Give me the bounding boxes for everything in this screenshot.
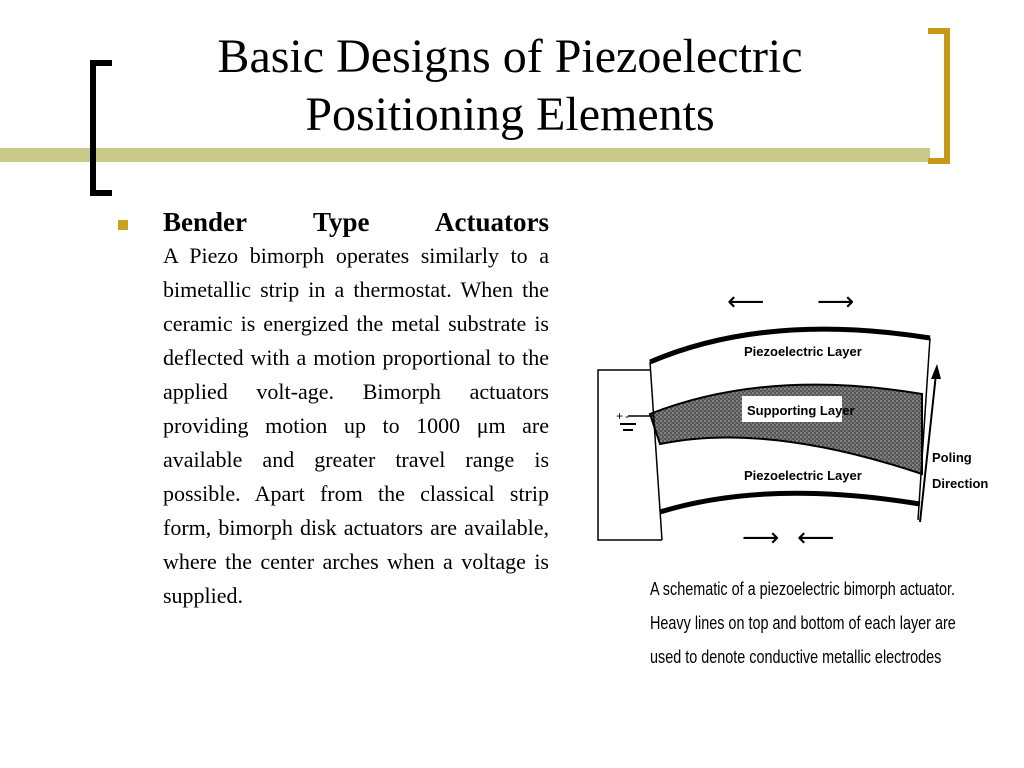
poling-label-2: Direction xyxy=(932,476,989,491)
bullet-icon xyxy=(118,220,128,230)
top-layer-label: Piezoelectric Layer xyxy=(744,344,862,359)
caption-line-3: used to denote conductive metallic electrodes xyxy=(650,647,942,667)
battery-minus: - xyxy=(625,409,629,423)
battery-plus: + xyxy=(616,409,624,423)
right-bracket-decoration xyxy=(928,28,950,164)
supporting-layer-label: Supporting Layer xyxy=(747,403,855,418)
title-line-1: Basic Designs of Piezoelectric xyxy=(217,30,803,83)
left-bracket-decoration xyxy=(90,60,112,196)
bimorph-schematic xyxy=(592,284,992,568)
title-underline-bar xyxy=(0,148,930,162)
arrow-right-bottom: ⟶ xyxy=(742,523,780,553)
arrow-right-top: ⟶ xyxy=(817,287,855,317)
title-line-2: Positioning Elements xyxy=(305,88,715,141)
arrow-left-bottom: ⟵ xyxy=(797,523,835,553)
poling-label-1: Poling xyxy=(932,450,972,465)
bottom-layer-label: Piezoelectric Layer xyxy=(744,468,862,483)
section-heading: Bender Type Actuators xyxy=(163,207,549,237)
figure-caption xyxy=(650,572,956,674)
poling-arrowhead xyxy=(931,364,941,379)
caption-line-1: A schematic of a piezoelectric bimorph actuator. xyxy=(650,579,955,599)
arrow-left-top: ⟵ xyxy=(727,287,765,317)
left-edge xyxy=(650,362,662,540)
caption-line-2: Heavy lines on top and bottom of each layer are xyxy=(650,613,956,633)
body-text xyxy=(163,205,549,613)
slide-title xyxy=(120,28,900,144)
bottom-electrode xyxy=(660,493,920,512)
body-paragraph: A Piezo bimorph operates similarly to a bimetallic strip in a thermostat. When the ceramic is energized the metal substrate is deflected with a motion proportional to the applied volt-age. Bimorph actuators providing motion up to 1000 μm are available and greater travel range is possible. Apart from the classical strip form, bimorph disk actuators are available, where the center arches when a voltage is supplied. xyxy=(163,243,549,608)
